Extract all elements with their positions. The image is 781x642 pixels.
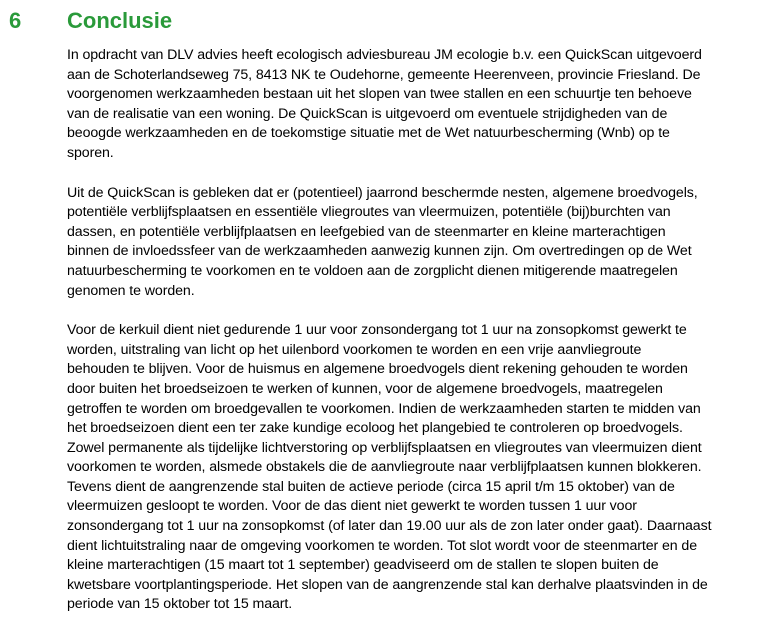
paragraph-line: behouden te blijven. Voor de huismus en algemene broedvogels dient rekening gehouden te worden: [67, 361, 688, 378]
paragraph-line: genomen te worden.: [67, 282, 195, 299]
paragraph-line: voorgenomen werkzaamheden bestaan uit het slopen van twee stallen en een schuurtje ten behoeve: [67, 86, 692, 103]
paragraph-line: kwetsbare voortplantingsperiode. Het slopen van de aangrenzende stal kan derhalve plaatsvinden in de: [67, 576, 708, 593]
paragraph-line: zonsondergang tot 1 uur na zonsopkomst (of later dan 19.00 uur als de zon later onder gaat). Daarnaast: [67, 518, 712, 535]
paragraph-introduction: [67, 46, 779, 164]
paragraph-line: natuurbescherming te voorkomen en te voldoen aan de zorgplicht dienen mitigerende maatregelen: [67, 262, 678, 279]
paragraph-line: Voor de kerkuil dient niet gedurende 1 uur voor zonsondergang tot 1 uur na zonsopkomst gewerkt te: [67, 322, 687, 339]
paragraph-line: dient lichtuitstraling naar de omgeving voorkomen te worden. Tot slot wordt voor de steenmarter en de: [67, 537, 697, 554]
paragraph-measures: [67, 321, 779, 615]
paragraph-line: beoogde werkzaamheden en de toekomstige situatie met de Wet natuurbescherming (Wnb) op te: [67, 125, 670, 142]
section-title: Conclusie: [67, 8, 173, 33]
paragraph-line: door buiten het broedseizoen te werken of kunnen, voor de algemene broedvogels, maatregelen: [67, 380, 663, 397]
paragraph-line: het broedseizoen dient een ter zake kundige ecoloog het plangebied te controleren op broedvogels.: [67, 420, 683, 437]
paragraph-line: dassen, en potentiële verblijfplaatsen en leefgebied van de steenmarter en kleine marterachtigen: [67, 223, 666, 240]
paragraph-line: aan de Schoterlandseweg 75, 8413 NK te Oudehorne, gemeente Heerenveen, provincie Friesland. De: [67, 66, 701, 83]
paragraph-line: Tevens dient de aangrenzende stal buiten de actieve periode (circa 15 april t/m 15 oktober) van de: [67, 478, 675, 495]
paragraph-line: kleine marterachtigen (15 maart tot 1 september) geadviseerd om de stallen te slopen buiten de: [67, 557, 659, 574]
section-heading: [0, 6, 781, 38]
paragraph-line: voorkomen te worden, alsmede obstakels die de aanvliegroute naar verblijfplaatsen kunnen blokkeren.: [67, 459, 702, 476]
paragraph-line: binnen de invloedssfeer van de werkzaamheden aanwezig kunnen zijn. Om overtredingen op de Wet: [67, 243, 692, 260]
paragraph-line: In opdracht van DLV advies heeft ecologisch adviesbureau JM ecologie b.v. een QuickScan uitgevoerd: [67, 47, 702, 63]
paragraph-line: potentiële verblijfsplaatsen en essentiële vliegroutes van vleermuizen, potentiële (bij)burchten van: [67, 204, 671, 221]
paragraph-line: Uit de QuickScan is gebleken dat er (potentieel) jaarrond beschermde nesten, algemene broedvogels,: [67, 184, 698, 201]
paragraph-findings: [67, 184, 779, 302]
paragraph-line: periode van 15 oktober tot 15 maart.: [67, 596, 293, 613]
paragraph-line: Zowel permanente als tijdelijke lichtverstoring op verblijfsplaatsen en vliegroutes van vleermuizen dient: [67, 439, 702, 456]
section-number: 6: [9, 8, 22, 33]
paragraph-line: getroffen te worden om broedgevallen te voorkomen. Indien de werkzaamheden starten te midden van: [67, 400, 701, 417]
section-body: [67, 46, 779, 635]
paragraph-line: van de realisatie van een woning. De QuickScan is uitgevoerd om eventuele strijdigheden van de: [67, 105, 668, 122]
paragraph-line: vleermuizen gesloopt te worden. Voor de das dient niet gewerkt te worden tussen 1 uur voor: [67, 498, 637, 515]
paragraph-line: worden, uitstraling van licht op het uilenbord voorkomen te worden en een vrije aanvliegroute: [67, 341, 642, 358]
paragraph-line: sporen.: [67, 144, 114, 161]
